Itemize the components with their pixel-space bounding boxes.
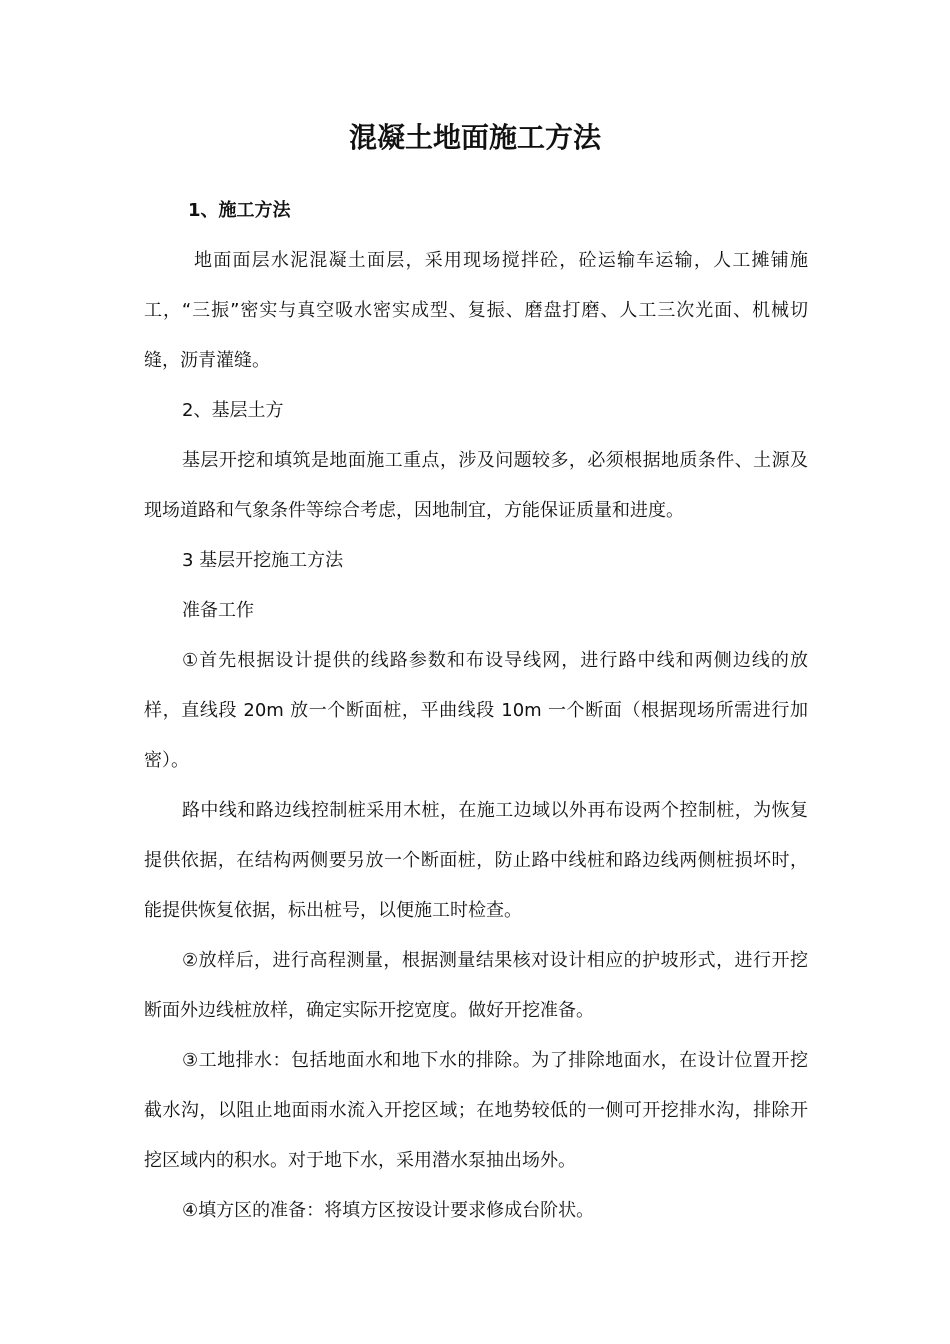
paragraph-base-excavation: 基层开挖和填筑是地面施工重点，涉及问题较多，必须根据地质条件、土源及现场道路和气象条件等综合考虑，因地制宜，方能保证质量和进度。 xyxy=(144,450,808,521)
paragraph-step-4-fill-area: ④填方区的准备：将填方区按设计要求修成台阶状。 xyxy=(182,1200,595,1221)
section-heading-construction-method: 1、施工方法 xyxy=(188,200,291,221)
paragraph-surface-layer: 地面面层水泥混凝土面层，采用现场搅拌砼，砼运输车运输，人工摊铺施工，“三振”密实与真空吸水密实成型、复振、磨盘打磨、人工三次光面、机械切缝，沥青灌缝。 xyxy=(144,250,808,371)
paragraph-step-3-drainage: ③工地排水：包括地面水和地下水的排除。为了排除地面水，在设计位置开挖截水沟，以阻止地面雨水流入开挖区域；在地势较低的一侧可开挖排水沟，排除开挖区域内的积水。对于地下水，采用潜水泵抽出场外。 xyxy=(144,1050,808,1171)
document-title: 混凝土地面施工方法 xyxy=(348,121,601,154)
section-heading-excavation-method: 3 基层开挖施工方法 xyxy=(182,550,344,571)
paragraph-step-1-staking: ①首先根据设计提供的线路参数和布设导线网，进行路中线和两侧边线的放样，直线段 20m 放一个断面桩，平曲线段 10m 一个断面（根据现场所需进行加密）。 xyxy=(144,650,808,771)
section-heading-base-earthwork: 2、基层土方 xyxy=(182,400,284,421)
paragraph-step-2-elevation: ②放样后，进行高程测量，根据测量结果核对设计相应的护坡形式，进行开挖断面外边线桩放样，确定实际开挖宽度。做好开挖准备。 xyxy=(144,950,808,1021)
paragraph-control-stakes: 路中线和路边线控制桩采用木桩，在施工边域以外再布设两个控制桩，为恢复提供依据，在结构两侧要另放一个断面桩，防止路中线桩和路边线两侧桩损坏时，能提供恢复依据，标出桩号，以便施工时检查。 xyxy=(144,800,808,921)
subheading-preparation: 准备工作 xyxy=(182,600,254,621)
